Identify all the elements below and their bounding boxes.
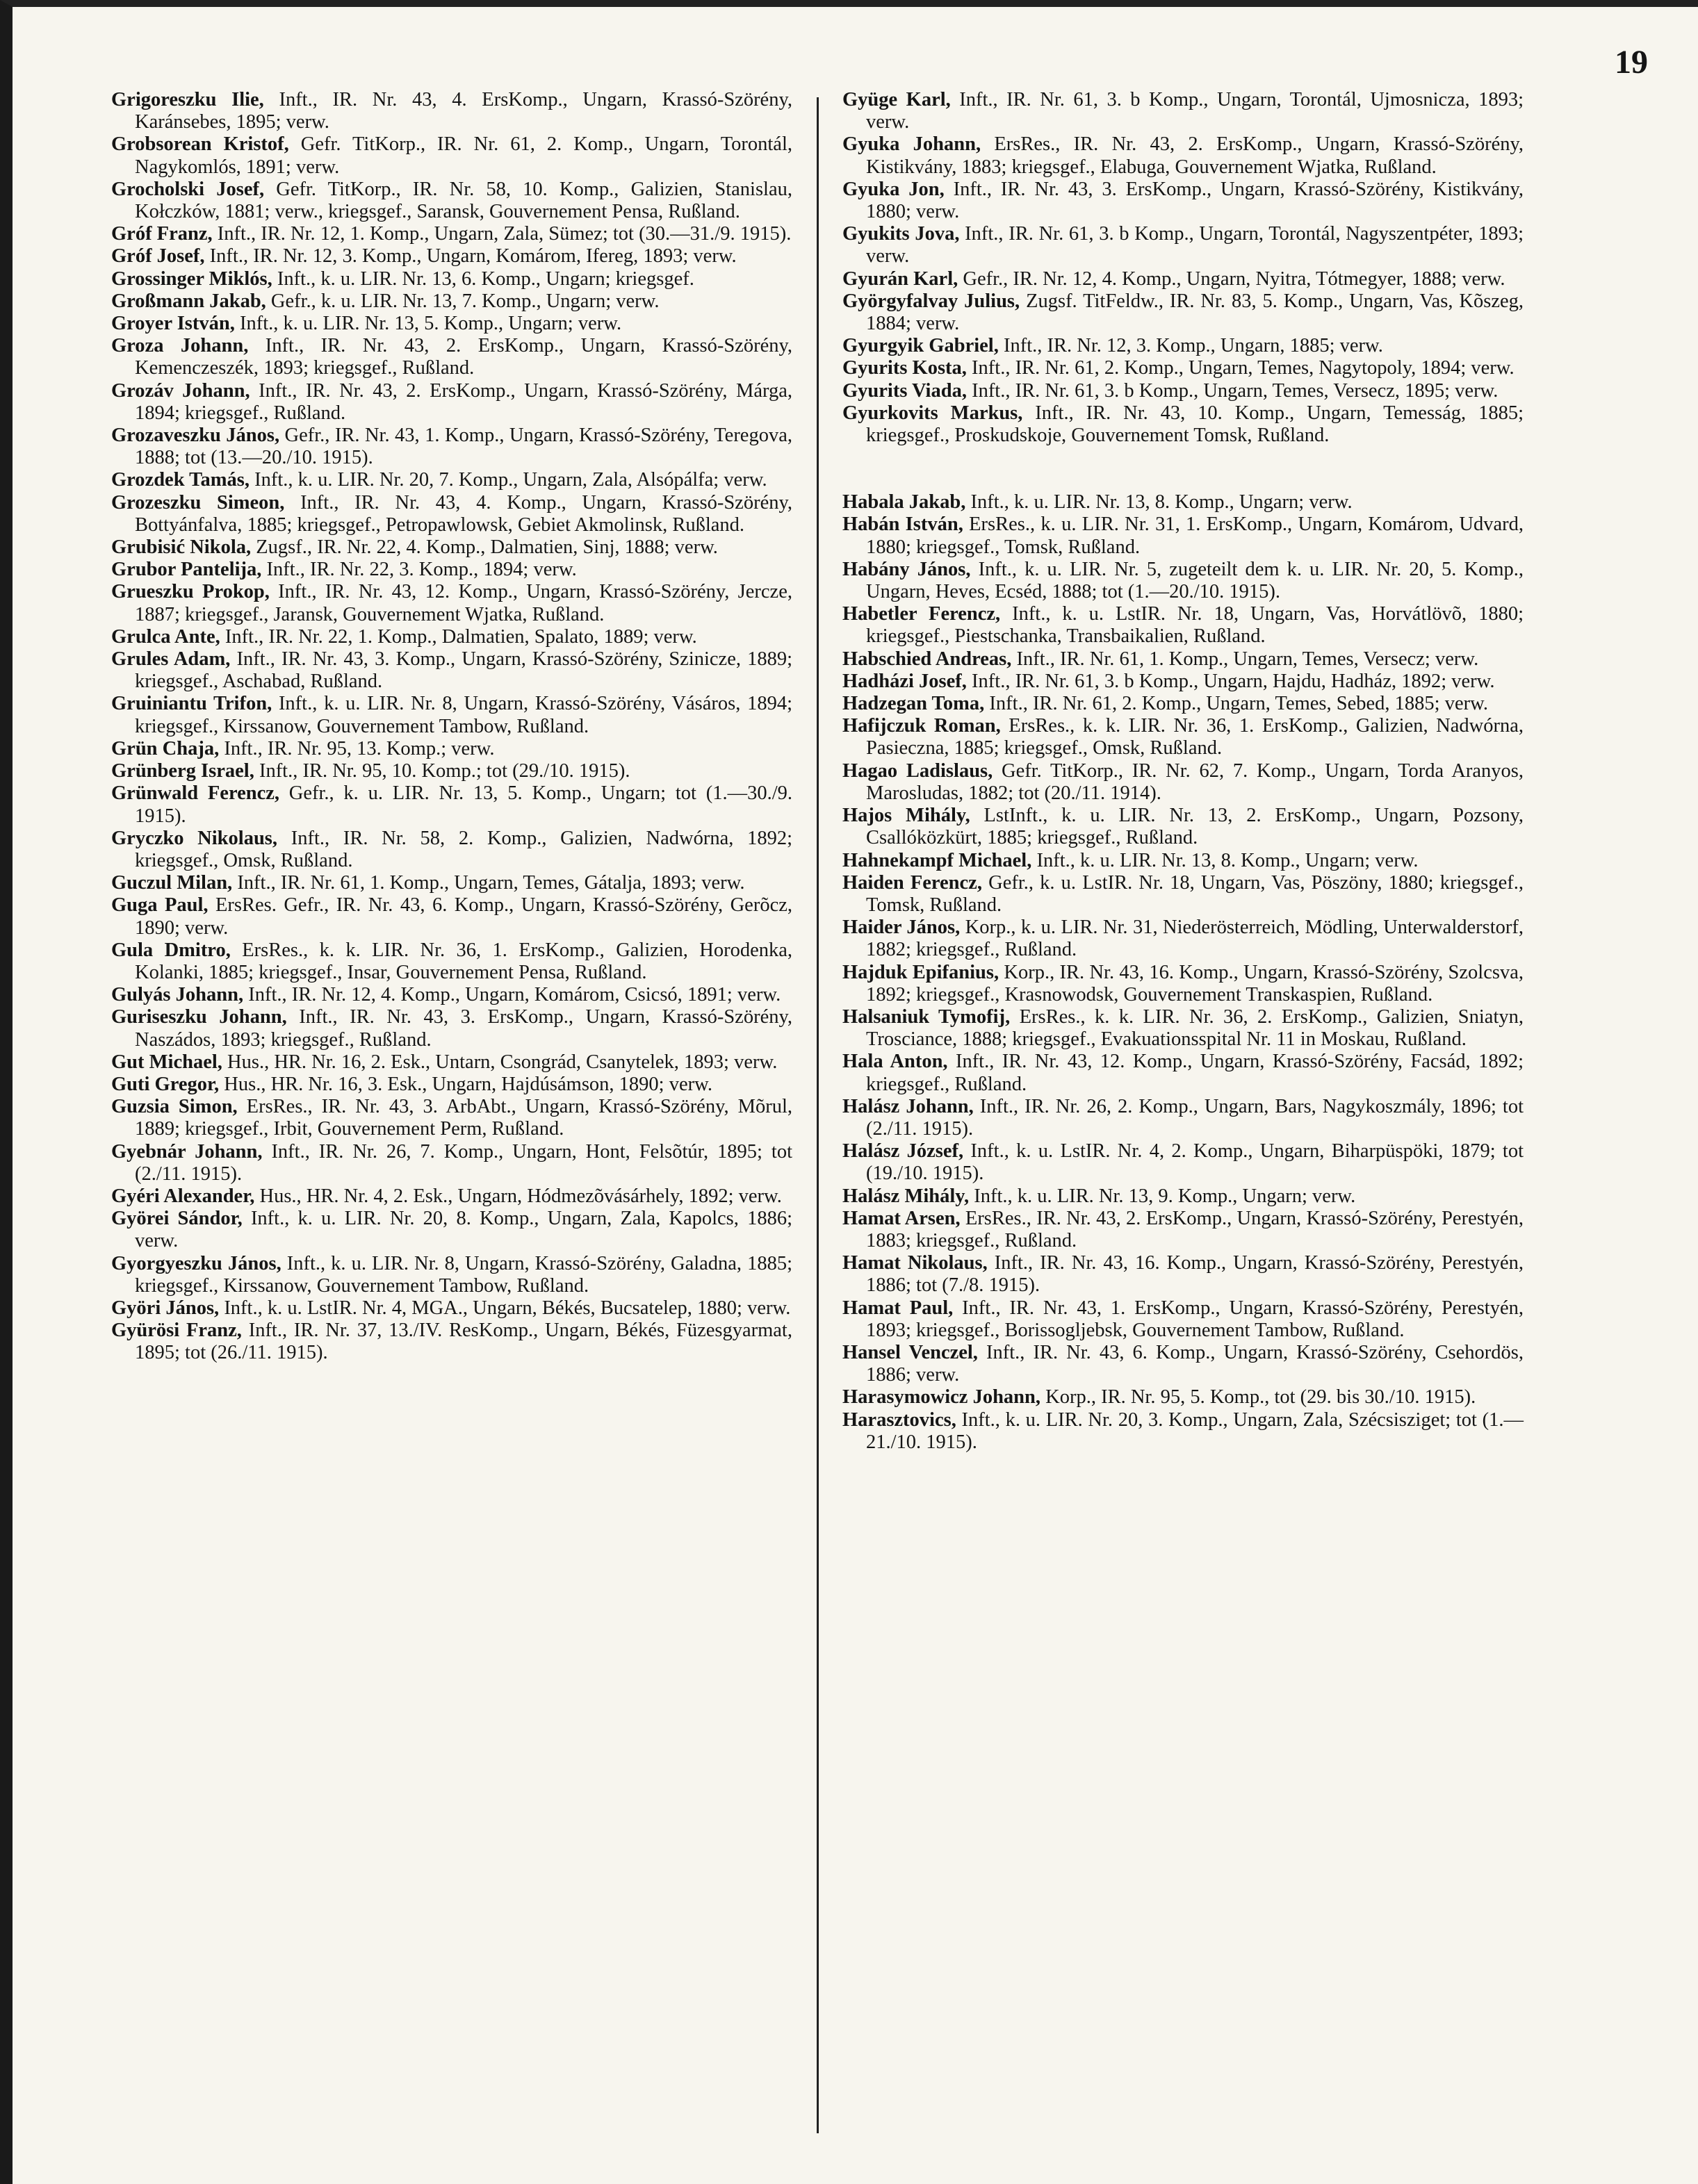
- casualty-entry: [842, 514, 1524, 558]
- entry-name: Hagao Ladislaus,: [842, 760, 993, 782]
- entry-details: Gefr., k. u. LIR. Nr. 13, 7. Komp., Ungarn; verw.: [266, 290, 660, 312]
- casualty-entry: [842, 1051, 1524, 1095]
- casualty-entry: [111, 1096, 792, 1140]
- entry-details: Korp., k. u. LIR. Nr. 31, Niederösterreich, Mödling, Unterwalderstorf, 1882; kriegsgef., Rußland.: [866, 917, 1524, 961]
- casualty-entry: [111, 268, 792, 290]
- entry-name: Hansel Venczel,: [842, 1341, 978, 1363]
- casualty-entry: [111, 648, 792, 693]
- casualty-entry: [842, 917, 1524, 961]
- entry-name: Gyüge Karl,: [842, 89, 951, 110]
- casualty-entry: [111, 1185, 792, 1208]
- casualty-entry: [111, 1208, 792, 1252]
- entry-details: Inft., IR. Nr. 26, 2. Komp., Ungarn, Bars, Nagykoszmály, 1896; tot (2./11. 1915).: [866, 1095, 1524, 1140]
- casualty-entry: [111, 313, 792, 335]
- entry-name: Hahnekampf Michael,: [842, 849, 1032, 871]
- casualty-entry: [111, 828, 792, 872]
- entry-name: Gyéri Alexander,: [111, 1185, 255, 1207]
- entry-name: Gyurgyik Gabriel,: [842, 335, 999, 357]
- right-column: [842, 89, 1524, 1454]
- casualty-entry: [111, 536, 792, 559]
- casualty-entry: [842, 1140, 1524, 1185]
- entry-details: ErsRes., IR. Nr. 43, 3. ArbAbt., Ungarn, Krassó-Szörény, Mõrul, 1889; kriegsgef., Irbit, Gouvernement Perm, Rußland.: [135, 1096, 792, 1140]
- casualty-entry: [111, 1006, 792, 1051]
- entry-details: Inft., k. u. LIR. Nr. 20, 8. Komp., Ungarn, Zala, Kapolcs, 1886; verw.: [135, 1208, 792, 1252]
- entry-name: Hadzegan Toma,: [842, 693, 985, 715]
- entry-name: Grün Chaja,: [111, 737, 220, 760]
- casualty-entry: [111, 380, 792, 425]
- entry-name: Grules Adam,: [111, 648, 231, 671]
- entry-name: Gut Michael,: [111, 1051, 222, 1073]
- entry-details: Inft., IR. Nr. 61, 3. b Komp., Ungarn, Torontál, Nagyszentpéter, 1893; verw.: [866, 223, 1524, 268]
- entry-name: Grueszku Prokop,: [111, 581, 270, 603]
- entry-details: Inft., IR. Nr. 43, 4. ErsKomp., Ungarn, Krassó-Szörény, Karánsebes, 1895; verw.: [135, 89, 792, 133]
- entry-details: Inft., IR. Nr. 43, 10. Komp., Ungarn, Temesság, 1885; kriegsgef., Proskudskoje, Gouvernement Tomsk, Rußland.: [866, 402, 1524, 447]
- entry-name: Györgyfalvay Julius,: [842, 290, 1020, 312]
- entry-details: Inft., IR. Nr. 43, 2. ErsKomp., Ungarn, Krassó-Szörény, Márga, 1894; kriegsgef., Rußland.: [135, 379, 792, 424]
- entry-details: ErsRes., k. u. LIR. Nr. 31, 1. ErsKomp., Ungarn, Komárom, Udvard, 1880; kriegsgef., Tomsk, Rußland.: [866, 514, 1524, 558]
- casualty-entry: [111, 335, 792, 379]
- entry-details: Inft., IR. Nr. 61, 1. Komp., Ungarn, Temes, Gátalja, 1893; verw.: [232, 872, 745, 894]
- entry-name: Hamat Nikolaus,: [842, 1252, 988, 1274]
- casualty-entry: [842, 805, 1524, 849]
- entry-details: Gefr., IR. Nr. 12, 4. Komp., Ungarn, Nyitra, Tótmegyer, 1888; verw.: [958, 268, 1505, 290]
- entry-name: Guti Gregor,: [111, 1073, 220, 1095]
- entry-details: ErsRes., IR. Nr. 43, 2. ErsKomp., Ungarn, Krassó-Szörény, Perestyén, 1883; kriegsgef., Rußland.: [866, 1207, 1524, 1251]
- entry-name: Guzsia Simon,: [111, 1096, 238, 1118]
- entry-details: Inft., IR. Nr. 37, 13./IV. ResKomp., Ungarn, Békés, Füzesgyarmat, 1895; tot (26./11. 1915).: [135, 1320, 792, 1364]
- entry-name: Hamat Arsen,: [842, 1207, 961, 1229]
- entry-name: Grozáv Johann,: [111, 379, 250, 402]
- entry-name: Gróf Josef,: [111, 245, 205, 268]
- casualty-entry: [842, 133, 1524, 178]
- entry-name: Grünwald Ferencz,: [111, 782, 280, 805]
- casualty-entry: [111, 984, 792, 1006]
- entry-details: Inft., k. u. LIR. Nr. 13, 9. Komp., Ungarn; verw.: [969, 1185, 1356, 1207]
- entry-name: Györi János,: [111, 1297, 220, 1319]
- casualty-entry: [842, 1386, 1524, 1409]
- casualty-entry: [842, 715, 1524, 760]
- entry-details: Inft., IR. Nr. 61, 1. Komp., Ungarn, Temes, Versecz; verw.: [1011, 648, 1479, 670]
- entry-name: Habán István,: [842, 514, 963, 536]
- casualty-entry: [111, 1051, 792, 1074]
- entry-name: Hajduk Epifanius,: [842, 961, 999, 983]
- entry-details: Zugsf. TitFeldw., IR. Nr. 83, 5. Komp., Ungarn, Vas, Kõszeg, 1884; verw.: [866, 290, 1524, 335]
- casualty-entry: [842, 268, 1524, 290]
- section-gap: [842, 447, 1524, 491]
- entry-name: Hajos Mihály,: [842, 805, 970, 827]
- entry-details: Gefr. TitKorp., IR. Nr. 58, 10. Komp., Galizien, Stanislau, Kołczków, 1881; verw., kriegsgef., Saransk, Gouvernement Pensa, Rußland.: [135, 178, 792, 223]
- casualty-entry: [111, 223, 792, 245]
- entry-details: Inft., k. u. LIR. Nr. 13, 6. Komp., Ungarn; kriegsgef.: [272, 268, 694, 290]
- casualty-entry: [111, 469, 792, 491]
- entry-details: Inft., IR. Nr. 95, 13. Komp.; verw.: [219, 737, 495, 760]
- casualty-entry: [842, 671, 1524, 693]
- casualty-entry: [842, 1185, 1524, 1208]
- casualty-entry: [111, 133, 792, 178]
- entry-details: ErsRes., k. k. LIR. Nr. 36, 1. ErsKomp., Galizien, Horodenka, Kolanki, 1885; kriegsgef., Insar, Gouvernement Pensa, Rußland.: [135, 939, 792, 983]
- casualty-entry: [842, 1342, 1524, 1386]
- entry-name: Haider János,: [842, 917, 961, 939]
- entry-details: Inft., IR. Nr. 61, 2. Komp., Ungarn, Temes, Nagytopoly, 1894; verw.: [966, 357, 1515, 379]
- casualty-entry: [842, 89, 1524, 133]
- entry-details: Inft., IR. Nr. 95, 10. Komp.; tot (29./10. 1915).: [254, 760, 630, 782]
- casualty-entry: [111, 492, 792, 536]
- entry-details: ErsRes. Gefr., IR. Nr. 43, 6. Komp., Ungarn, Krassó-Szörény, Gerõcz, 1890; verw.: [135, 894, 793, 939]
- entry-details: Gefr., k. u. LIR. Nr. 13, 5. Komp., Ungarn; tot (1.—30./9. 1915).: [135, 782, 792, 827]
- entry-details: Inft., IR. Nr. 22, 1. Komp., Dalmatien, Spalato, 1889; verw.: [220, 625, 697, 648]
- casualty-entry: [842, 559, 1524, 603]
- casualty-entry: [111, 581, 792, 625]
- casualty-entry: [842, 760, 1524, 805]
- casualty-entry: [842, 1096, 1524, 1140]
- entry-name: Hafijczuk Roman,: [842, 715, 1001, 737]
- entry-details: Inft., IR. Nr. 26, 7. Komp., Ungarn, Hont, Felsõtúr, 1895; tot (2./11. 1915).: [135, 1140, 792, 1185]
- entry-name: Guga Paul,: [111, 894, 209, 917]
- casualty-entry: [111, 245, 792, 268]
- casualty-entry: [111, 738, 792, 760]
- entry-name: Gyukits Jova,: [842, 223, 960, 245]
- entry-name: Gyuka Jon,: [842, 178, 945, 200]
- entry-details: Inft., IR. Nr. 58, 2. Komp., Galizien, Nadwórna, 1892; kriegsgef., Omsk, Rußland.: [135, 827, 792, 871]
- entry-details: Inft., k. u. LIR. Nr. 13, 5. Komp., Ungarn; verw.: [234, 313, 622, 335]
- entry-details: Inft., k. u. LstIR. Nr. 4, MGA., Ungarn, Békés, Bucsatelep, 1880; verw.: [219, 1297, 791, 1319]
- entry-details: Hus., HR. Nr. 4, 2. Esk., Ungarn, Hódmezõvásárhely, 1892; verw.: [254, 1185, 782, 1207]
- casualty-entry: [842, 1297, 1524, 1342]
- entry-name: Gyurán Karl,: [842, 268, 958, 290]
- entry-name: Habala Jakab,: [842, 491, 966, 514]
- casualty-entry: [842, 872, 1524, 917]
- casualty-entry: [842, 491, 1524, 514]
- casualty-entry: [111, 939, 792, 984]
- entry-name: Gulyás Johann,: [111, 984, 244, 1006]
- entry-name: Gyurits Kosta,: [842, 357, 967, 379]
- entry-details: Inft., k. u. LIR. Nr. 13, 8. Komp., Ungarn; verw.: [965, 491, 1353, 514]
- entry-name: Grossinger Miklós,: [111, 268, 272, 290]
- entry-details: ErsRes., k. k. LIR. Nr. 36, 2. ErsKomp., Galizien, Sniatyn, Trosciance, 1888; kriegsgef., Evakuationsspital Nr. 11 in Moskau, Rußland.: [866, 1005, 1524, 1051]
- entry-details: Inft., k. u. LIR. Nr. 20, 3. Komp., Ungarn, Zala, Szécsisziget; tot (1.—21./10. 1915).: [866, 1409, 1524, 1453]
- entry-details: Inft., IR. Nr. 43, 4. Komp., Ungarn, Krassó-Szörény, Bottyánfalva, 1885; kriegsgef., Petropawlowsk, Gebiet Akmolinsk, Rußland.: [135, 491, 792, 536]
- casualty-entry: [111, 894, 792, 939]
- entry-name: Groza Johann,: [111, 335, 249, 357]
- entry-name: Gyuka Johann,: [842, 133, 981, 156]
- entry-name: Gula Dmitro,: [111, 939, 231, 961]
- casualty-entry: [842, 962, 1524, 1006]
- entry-details: Inft., IR. Nr. 61, 2. Komp., Ungarn, Temes, Sebed, 1885; verw.: [984, 693, 1488, 715]
- casualty-entry: [842, 335, 1524, 357]
- casualty-entry: [842, 603, 1524, 648]
- page-number: 19: [1615, 44, 1648, 81]
- casualty-entry: [111, 760, 792, 782]
- entry-details: Inft., IR. Nr. 61, 3. b Komp., Ungarn, Torontál, Ujmosnicza, 1893; verw.: [866, 89, 1524, 133]
- entry-name: Grocholski Josef,: [111, 178, 265, 200]
- entry-details: Inft., IR. Nr. 61, 3. b Komp., Ungarn, Temes, Versecz, 1895; verw.: [966, 379, 1499, 402]
- casualty-entry: [842, 223, 1524, 268]
- entry-details: Inft., IR. Nr. 22, 3. Komp., 1894; verw.: [261, 559, 577, 581]
- entry-details: Inft., IR. Nr. 12, 3. Komp., Ungarn, Komárom, Ifereg, 1893; verw.: [204, 245, 737, 268]
- entry-name: Großmann Jakab,: [111, 290, 266, 312]
- entry-name: Halsaniuk Tymofij,: [842, 1005, 1011, 1028]
- casualty-entry: [842, 1006, 1524, 1051]
- entry-details: Korp., IR. Nr. 43, 16. Komp., Ungarn, Krassó-Szörény, Szolcsva, 1892; kriegsgef., Krasnowodsk, Gouvernement Transkaspien, Rußland.: [866, 961, 1524, 1005]
- casualty-entry: [842, 693, 1524, 715]
- entry-name: Halász Johann,: [842, 1095, 974, 1117]
- entry-name: Gryczko Nikolaus,: [111, 827, 278, 849]
- entry-name: Grozdek Tamás,: [111, 469, 250, 491]
- casualty-entry: [842, 1409, 1524, 1454]
- casualty-entry: [842, 648, 1524, 671]
- left-column: [111, 89, 792, 1365]
- entry-name: Grünberg Israel,: [111, 760, 254, 782]
- casualty-entry: [842, 850, 1524, 872]
- entry-name: Hadházi Josef,: [842, 670, 967, 692]
- entry-details: Inft., IR. Nr. 43, 3. Komp., Ungarn, Krassó-Szörény, Szinicze, 1889; kriegsgef., Aschabad, Rußland.: [135, 648, 792, 693]
- entry-details: Inft., k. u. LIR. Nr. 20, 7. Komp., Ungarn, Zala, Alsópálfa; verw.: [250, 469, 767, 491]
- entry-details: Inft., IR. Nr. 43, 12. Komp., Ungarn, Krassó-Szörény, Facsád, 1892; kriegsgef., Rußland.: [866, 1051, 1524, 1095]
- entry-name: Gróf Franz,: [111, 223, 213, 245]
- entry-details: Korp., IR. Nr. 95, 5. Komp., tot (29. bis 30./10. 1915).: [1040, 1386, 1476, 1409]
- entry-name: Grulca Ante,: [111, 625, 220, 648]
- entry-name: Grubor Pantelija,: [111, 559, 262, 581]
- casualty-entry: [842, 357, 1524, 379]
- entry-name: Halász József,: [842, 1140, 964, 1163]
- entry-name: Gyurits Viada,: [842, 379, 967, 402]
- entry-details: Inft., IR. Nr. 43, 3. ErsKomp., Ungarn, Krassó-Szörény, Kistikvány, 1880; verw.: [866, 178, 1524, 223]
- entry-details: Inft., IR. Nr. 43, 1. ErsKomp., Ungarn, Krassó-Szörény, Perestyén, 1893; kriegsgef., Borissogljebsk, Gouvernement Tambow, Rußland.: [866, 1297, 1524, 1341]
- entry-details: Inft., k. u. LIR. Nr. 8, Ungarn, Krassó-Szörény, Galadna, 1885; kriegsgef., Kirssanow, Gouvernement Tambow, Rußland.: [135, 1252, 792, 1297]
- entry-details: Inft., IR. Nr. 43, 6. Komp., Ungarn, Krassó-Szörény, Csehordös, 1886; verw.: [866, 1341, 1524, 1386]
- entry-name: Grigoreszku Ilie,: [111, 89, 264, 110]
- entry-details: Inft., k. u. LIR. Nr. 8, Ungarn, Krassó-Szörény, Vásáros, 1894; kriegsgef., Kirssanow, Gouvernement Tambow, Rußland.: [135, 693, 792, 737]
- casualty-entry: [111, 1141, 792, 1185]
- casualty-entry: [111, 1297, 792, 1320]
- casualty-entry: [842, 1208, 1524, 1252]
- entry-name: Hamat Paul,: [842, 1297, 954, 1319]
- entry-name: Grozaveszku János,: [111, 425, 280, 447]
- entry-name: Haiden Ferencz,: [842, 871, 982, 894]
- entry-details: Gefr. TitKorp., IR. Nr. 61, 2. Komp., Ungarn, Torontál, Nagykomlós, 1891; verw.: [135, 133, 792, 178]
- entry-details: Inft., k. u. LIR. Nr. 5, zugeteilt dem k. u. LIR. Nr. 20, 5. Komp., Ungarn, Heves, Ecséd, 1888; tot (1.—20./10. 1915).: [866, 558, 1524, 603]
- casualty-entry: [842, 380, 1524, 402]
- entry-details: Inft., IR. Nr. 43, 12. Komp., Ungarn, Krassó-Szörény, Jercze, 1887; kriegsgef., Jaransk, Gouvernement Wjatka, Rußland.: [135, 581, 792, 625]
- right-column-h-entries: [842, 491, 1524, 1454]
- entry-details: Gefr., k. u. LstIR. Nr. 18, Ungarn, Vas, Pöszöny, 1880; kriegsgef., Tomsk, Rußland.: [866, 871, 1524, 916]
- entry-name: Grubisić Nikola,: [111, 536, 252, 559]
- entry-details: Hus., HR. Nr. 16, 2. Esk., Untarn, Csongrád, Csanytelek, 1893; verw.: [222, 1051, 778, 1073]
- right-column-g-entries: [842, 89, 1524, 447]
- entry-name: Halász Mihály,: [842, 1185, 970, 1207]
- casualty-entry: [111, 89, 792, 133]
- entry-details: Inft., k. u. LIR. Nr. 13, 8. Komp., Ungarn; verw.: [1031, 849, 1419, 871]
- column-divider: [817, 97, 819, 2133]
- entry-details: Gefr. TitKorp., IR. Nr. 62, 7. Komp., Ungarn, Torda Aranyos, Marosludas, 1882; tot (20./11. 1914).: [866, 760, 1524, 804]
- entry-details: Hus., HR. Nr. 16, 3. Esk., Ungarn, Hajdúsámson, 1890; verw.: [219, 1073, 712, 1095]
- casualty-entry: [111, 1074, 792, 1096]
- entry-name: Harasymowicz Johann,: [842, 1386, 1040, 1409]
- entry-details: Inft., IR. Nr. 12, 3. Komp., Ungarn, 1885; verw.: [998, 335, 1383, 357]
- casualty-entry: [842, 179, 1524, 223]
- casualty-entry: [111, 693, 792, 737]
- casualty-entry: [111, 559, 792, 581]
- casualty-entry: [111, 626, 792, 648]
- entry-name: Gyurkovits Markus,: [842, 402, 1023, 424]
- entry-name: Groyer István,: [111, 313, 235, 335]
- entry-details: Inft., IR. Nr. 43, 2. ErsKomp., Ungarn, Krassó-Szörény, Kemenczeszék, 1893; kriegsgef., Rußland.: [135, 335, 792, 379]
- entry-name: Gruiniantu Trifon,: [111, 693, 272, 715]
- entry-details: Inft., IR. Nr. 61, 3. b Komp., Ungarn, Hajdu, Hadház, 1892; verw.: [966, 670, 1495, 692]
- casualty-entry: [111, 425, 792, 469]
- entry-name: Guczul Milan,: [111, 872, 233, 894]
- casualty-entry: [111, 1320, 792, 1364]
- casualty-entry: [842, 402, 1524, 447]
- entry-name: Györei Sándor,: [111, 1208, 243, 1230]
- casualty-entry: [111, 179, 792, 223]
- entry-details: Zugsf., IR. Nr. 22, 4. Komp., Dalmatien, Sinj, 1888; verw.: [251, 536, 718, 559]
- casualty-entry: [842, 290, 1524, 335]
- entry-name: Habány János,: [842, 558, 971, 580]
- entry-name: Grobsorean Kristof,: [111, 133, 289, 156]
- entry-details: ErsRes., IR. Nr. 43, 2. ErsKomp., Ungarn, Krassó-Szörény, Kistikvány, 1883; kriegsgef., Elabuga, Gouvernement Wjatka, Rußland.: [866, 133, 1524, 178]
- casualty-entry: [111, 290, 792, 313]
- entry-name: Guriseszku Johann,: [111, 1006, 287, 1028]
- entry-name: Habetler Ferencz,: [842, 603, 1001, 625]
- entry-name: Gyürösi Franz,: [111, 1320, 242, 1342]
- casualty-entry: [111, 782, 792, 827]
- entry-name: Grozeszku Simeon,: [111, 491, 285, 514]
- entry-details: Inft., k. u. LstIR. Nr. 4, 2. Komp., Ungarn, Biharpüspöki, 1879; tot (19./10. 1915).: [866, 1140, 1524, 1185]
- entry-details: Inft., IR. Nr. 43, 16. Komp., Ungarn, Krassó-Szörény, Perestyén, 1886; tot (7./8. 1915).: [866, 1252, 1524, 1297]
- entry-details: ErsRes., k. k. LIR. Nr. 36, 1. ErsKomp., Galizien, Nadwórna, Pasieczna, 1885; kriegsgef., Omsk, Rußland.: [866, 715, 1524, 760]
- entry-details: Inft., IR. Nr. 12, 4. Komp., Ungarn, Komárom, Csicsó, 1891; verw.: [243, 984, 781, 1006]
- casualty-entry: [842, 1252, 1524, 1297]
- entry-details: Inft., IR. Nr. 43, 3. ErsKomp., Ungarn, Krassó-Szörény, Naszádos, 1893; kriegsgef., Rußland.: [135, 1006, 792, 1051]
- entry-name: Gyebnár Johann,: [111, 1140, 263, 1163]
- entry-name: Gyorgyeszku János,: [111, 1252, 281, 1274]
- entry-name: Harasztovics,: [842, 1409, 956, 1431]
- casualty-entry: [111, 872, 792, 894]
- entry-name: Hala Anton,: [842, 1051, 948, 1073]
- casualty-entry: [111, 1253, 792, 1297]
- entry-details: Inft., IR. Nr. 12, 1. Komp., Ungarn, Zala, Sümez; tot (30.—31./9. 1915).: [212, 223, 792, 245]
- entry-details: LstInft., k. u. LIR. Nr. 13, 2. ErsKomp., Ungarn, Pozsony, Csallóközkürt, 1885; kriegsgef., Rußland.: [866, 805, 1524, 849]
- entry-details: Inft., k. u. LstIR. Nr. 18, Ungarn, Vas, Horvátlövõ, 1880; kriegsgef., Piestschanka, Transbaikalien, Rußland.: [866, 603, 1524, 648]
- entry-name: Habschied Andreas,: [842, 648, 1012, 670]
- entry-details: Gefr., IR. Nr. 43, 1. Komp., Ungarn, Krassó-Szörény, Teregova, 1888; tot (13.—20./10. 1915).: [135, 425, 792, 469]
